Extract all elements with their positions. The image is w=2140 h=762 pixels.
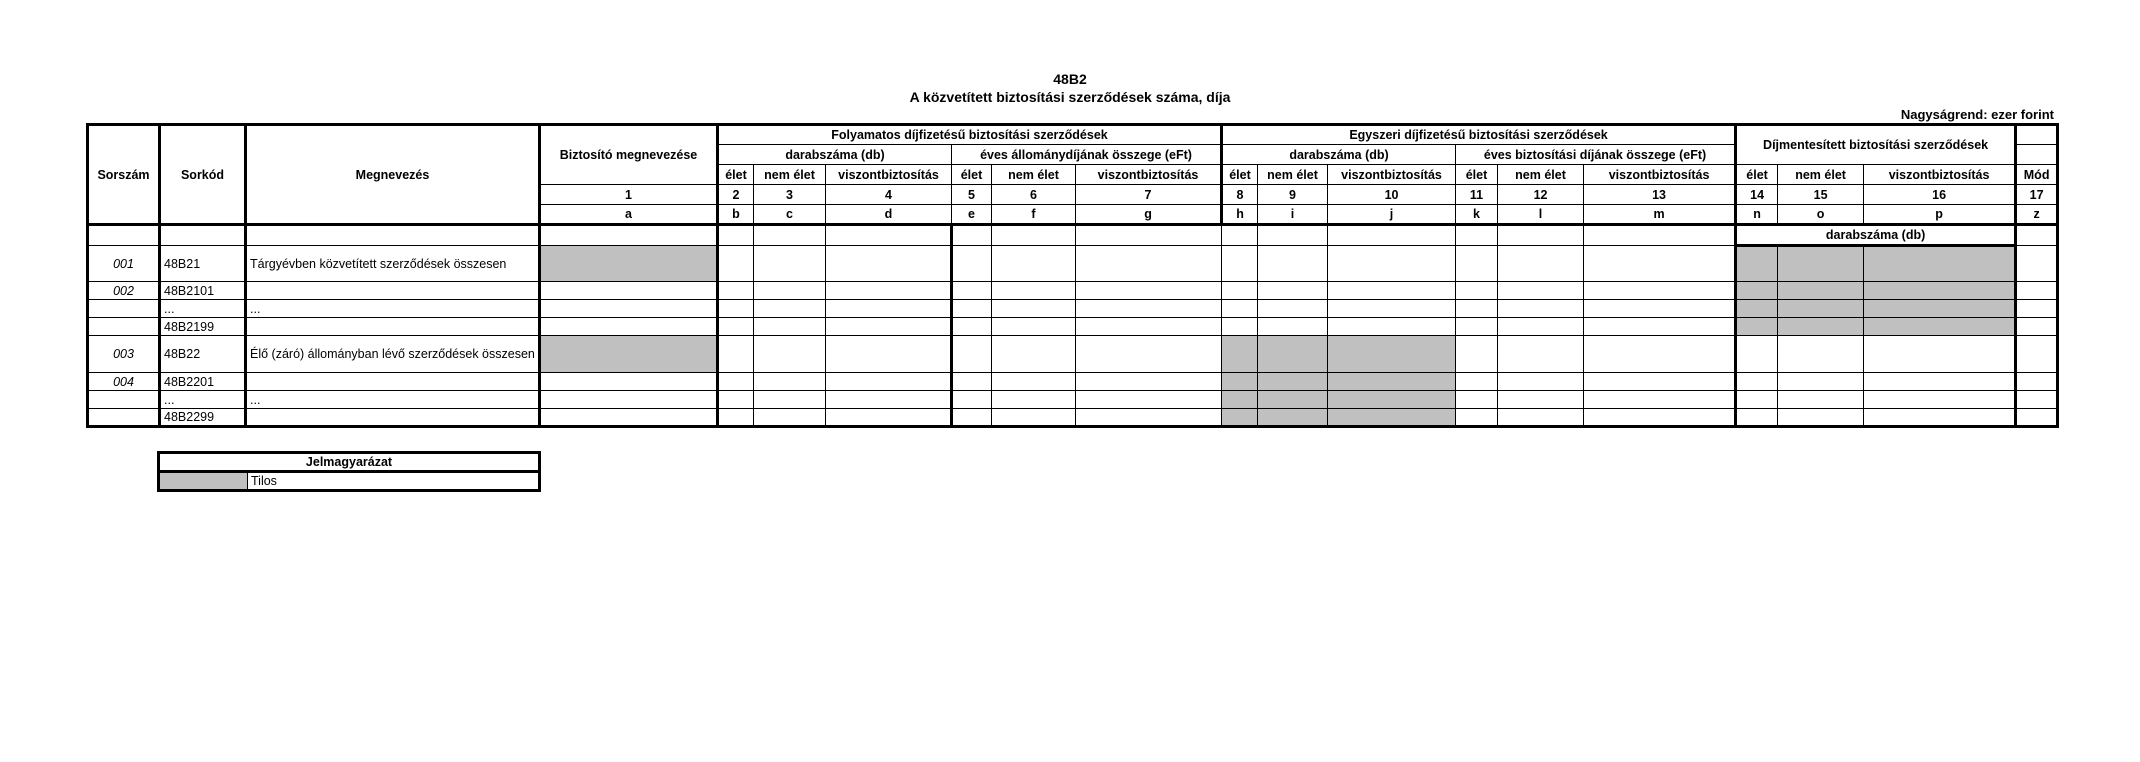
- data-cell: [992, 336, 1076, 373]
- forbidden-cell: [540, 246, 718, 282]
- data-cell: [1456, 318, 1498, 336]
- forbidden-cell: [1222, 373, 1258, 391]
- data-cell: [952, 300, 992, 318]
- row-sorszam: [88, 318, 160, 336]
- legend-title: Jelmagyarázat: [159, 453, 540, 472]
- data-cell: [1778, 409, 1864, 427]
- column-number: 4: [826, 185, 952, 205]
- data-cell: [1456, 336, 1498, 373]
- header-nem-elet: nem élet: [1498, 165, 1584, 185]
- data-cell: [1584, 391, 1736, 409]
- data-cell: [1736, 336, 1778, 373]
- column-number: 15: [1778, 185, 1864, 205]
- legend-item: Tilos: [248, 472, 540, 491]
- cell: [1498, 225, 1584, 246]
- forbidden-cell: [1222, 409, 1258, 427]
- forbidden-cell: [1222, 336, 1258, 373]
- column-number: 8: [1222, 185, 1258, 205]
- header-nem-elet: nem élet: [992, 165, 1076, 185]
- forbidden-cell: [1778, 300, 1864, 318]
- data-cell: [1584, 318, 1736, 336]
- row-sorkod: 48B2299: [160, 409, 246, 427]
- forbidden-cell: [1778, 246, 1864, 282]
- column-letter: p: [1864, 205, 2016, 225]
- data-cell: [2016, 318, 2058, 336]
- data-cell: [1222, 300, 1258, 318]
- data-cell: [1864, 373, 2016, 391]
- data-cell: [1456, 300, 1498, 318]
- data-cell: [718, 282, 754, 300]
- data-cell: [540, 373, 718, 391]
- column-letter: k: [1456, 205, 1498, 225]
- data-cell: [718, 336, 754, 373]
- data-cell: [1456, 373, 1498, 391]
- column-letter: n: [1736, 205, 1778, 225]
- data-cell: [2016, 391, 2058, 409]
- row-sorszam: 003: [88, 336, 160, 373]
- forbidden-cell: [1864, 282, 2016, 300]
- column-letter: h: [1222, 205, 1258, 225]
- header-mod-blank: [2016, 125, 2058, 145]
- header-elet: élet: [1736, 165, 1778, 185]
- data-cell: [2016, 373, 2058, 391]
- data-cell: [1456, 282, 1498, 300]
- data-cell: [826, 409, 952, 427]
- row-megnevezes: [246, 318, 540, 336]
- header-viszont: viszontbiztosítás: [1864, 165, 2016, 185]
- cell: [1328, 225, 1456, 246]
- header-viszont: viszontbiztosítás: [1584, 165, 1736, 185]
- data-cell: [826, 318, 952, 336]
- data-cell: [1864, 336, 2016, 373]
- header-mod: Mód: [2016, 165, 2058, 185]
- data-cell: [992, 282, 1076, 300]
- data-cell: [754, 391, 826, 409]
- column-number: 3: [754, 185, 826, 205]
- data-cell: [754, 282, 826, 300]
- row-megnevezes: [246, 373, 540, 391]
- forbidden-cell: [1222, 391, 1258, 409]
- data-cell: [718, 318, 754, 336]
- data-cell: [992, 300, 1076, 318]
- data-cell: [1498, 409, 1584, 427]
- row-sorszam: [88, 391, 160, 409]
- data-cell: [718, 409, 754, 427]
- cell: [754, 225, 826, 246]
- forbidden-cell: [1328, 409, 1456, 427]
- forbidden-cell: [540, 336, 718, 373]
- data-cell: [952, 373, 992, 391]
- cell: [1584, 225, 1736, 246]
- data-cell: [754, 409, 826, 427]
- row-sorkod: 48B2199: [160, 318, 246, 336]
- header-folyamatos-darab: darabszáma (db): [718, 145, 952, 165]
- row-sorszam: 004: [88, 373, 160, 391]
- data-cell: [1076, 318, 1222, 336]
- data-cell: [1258, 318, 1328, 336]
- row-megnevezes: Tárgyévben közvetített szerződések összesen: [246, 246, 540, 282]
- data-cell: [1456, 246, 1498, 282]
- legend-table: [157, 451, 541, 492]
- header-nem-elet: nem élet: [754, 165, 826, 185]
- data-cell: [1864, 409, 2016, 427]
- data-cell: [1498, 300, 1584, 318]
- data-cell: [754, 246, 826, 282]
- data-cell: [826, 373, 952, 391]
- column-number: 1: [540, 185, 718, 205]
- column-letter: e: [952, 205, 992, 225]
- forbidden-cell: [1864, 246, 2016, 282]
- main-table: [86, 123, 2059, 428]
- row-sorkod: 48B2201: [160, 373, 246, 391]
- data-cell: [1076, 336, 1222, 373]
- data-cell: [1584, 300, 1736, 318]
- row-sorkod: ...: [160, 300, 246, 318]
- form-code: 48B2: [1053, 71, 1087, 87]
- data-cell: [1328, 246, 1456, 282]
- data-cell: [1222, 282, 1258, 300]
- column-letter: b: [718, 205, 754, 225]
- data-cell: [1498, 282, 1584, 300]
- data-cell: [1328, 300, 1456, 318]
- data-cell: [1584, 246, 1736, 282]
- column-number: 17: [2016, 185, 2058, 205]
- header-sorkod: Sorkód: [160, 125, 246, 225]
- cell: [718, 225, 754, 246]
- row-sorkod: 48B21: [160, 246, 246, 282]
- data-cell: [1778, 336, 1864, 373]
- column-number: 14: [1736, 185, 1778, 205]
- column-number: 5: [952, 185, 992, 205]
- header-elet: élet: [952, 165, 992, 185]
- data-cell: [826, 336, 952, 373]
- data-cell: [1328, 318, 1456, 336]
- data-cell: [1736, 373, 1778, 391]
- forbidden-cell: [1258, 336, 1328, 373]
- forbidden-cell: [1258, 373, 1328, 391]
- cell: [160, 225, 246, 246]
- data-cell: [540, 300, 718, 318]
- header-viszont: viszontbiztosítás: [1076, 165, 1222, 185]
- data-cell: [718, 373, 754, 391]
- data-cell: [754, 336, 826, 373]
- header-elet: élet: [1222, 165, 1258, 185]
- data-cell: [718, 246, 754, 282]
- data-cell: [1076, 409, 1222, 427]
- row-sorszam: [88, 409, 160, 427]
- cell: [88, 225, 160, 246]
- column-letter: z: [2016, 205, 2058, 225]
- column-number: 16: [1864, 185, 2016, 205]
- form-title: A közvetített biztosítási szerződések száma, díja: [909, 89, 1231, 105]
- data-cell: [1584, 373, 1736, 391]
- data-cell: [540, 409, 718, 427]
- unit-label: Nagyságrend: ezer forint: [1900, 107, 2054, 122]
- row-sorszam: 001: [88, 246, 160, 282]
- data-cell: [2016, 246, 2058, 282]
- data-cell: [540, 282, 718, 300]
- data-cell: [1456, 391, 1498, 409]
- data-cell: [1498, 336, 1584, 373]
- column-number: 13: [1584, 185, 1736, 205]
- data-cell: [1584, 282, 1736, 300]
- cell: [2016, 225, 2058, 246]
- data-cell: [992, 373, 1076, 391]
- data-cell: [1736, 409, 1778, 427]
- data-cell: [826, 282, 952, 300]
- data-cell: [2016, 336, 2058, 373]
- forbidden-cell: [1736, 282, 1778, 300]
- data-cell: [1076, 391, 1222, 409]
- forbidden-cell: [1864, 318, 2016, 336]
- row-megnevezes: ...: [246, 391, 540, 409]
- data-cell: [992, 246, 1076, 282]
- header-elet: élet: [718, 165, 754, 185]
- data-cell: [952, 246, 992, 282]
- data-cell: [2016, 409, 2058, 427]
- forbidden-cell: [1778, 282, 1864, 300]
- header-dijmentesitett: Díjmentesített biztosítási szerződések: [1736, 125, 2016, 165]
- column-number: 2: [718, 185, 754, 205]
- header-nem-elet: nem élet: [1778, 165, 1864, 185]
- data-cell: [1584, 336, 1736, 373]
- row-megnevezes: Élő (záró) állományban lévő szerződések összesen: [246, 336, 540, 373]
- cell: [1076, 225, 1222, 246]
- data-cell: [1778, 391, 1864, 409]
- data-cell: [1498, 391, 1584, 409]
- header-egyszeri-eves: éves biztosítási díjának összege (eFt): [1456, 145, 1736, 165]
- data-cell: [992, 318, 1076, 336]
- forbidden-cell: [1736, 300, 1778, 318]
- cell: [1258, 225, 1328, 246]
- column-letter: a: [540, 205, 718, 225]
- forbidden-cell: [1258, 391, 1328, 409]
- data-cell: [1222, 246, 1258, 282]
- data-cell: [2016, 282, 2058, 300]
- data-cell: [1076, 282, 1222, 300]
- header-nem-elet: nem élet: [1258, 165, 1328, 185]
- row-sorkod: ...: [160, 391, 246, 409]
- data-cell: [1328, 282, 1456, 300]
- row-megnevezes: [246, 409, 540, 427]
- legend-swatch: [159, 472, 248, 491]
- data-cell: [1584, 409, 1736, 427]
- forbidden-cell: [1778, 318, 1864, 336]
- header-megnevezes: Megnevezés: [246, 125, 540, 225]
- header-folyamatos: Folyamatos díjfizetésű biztosítási szerződések: [718, 125, 1222, 145]
- column-number: 9: [1258, 185, 1328, 205]
- data-cell: [2016, 300, 2058, 318]
- data-cell: [1736, 391, 1778, 409]
- forbidden-cell: [1258, 409, 1328, 427]
- forbidden-cell: [1328, 373, 1456, 391]
- header-folyamatos-eves: éves állománydíjának összege (eFt): [952, 145, 1222, 165]
- header-mod-blank2: [2016, 145, 2058, 165]
- column-letter: d: [826, 205, 952, 225]
- forbidden-cell: [1328, 336, 1456, 373]
- data-cell: [1498, 373, 1584, 391]
- data-cell: [1498, 318, 1584, 336]
- forbidden-cell: [1736, 246, 1778, 282]
- column-letter: c: [754, 205, 826, 225]
- data-cell: [1864, 391, 2016, 409]
- column-number: 6: [992, 185, 1076, 205]
- data-cell: [826, 391, 952, 409]
- row-megnevezes: ...: [246, 300, 540, 318]
- row-sorszam: 002: [88, 282, 160, 300]
- data-cell: [1258, 300, 1328, 318]
- data-cell: [826, 246, 952, 282]
- header-biztosito: Biztosító megnevezése: [540, 125, 718, 185]
- row-sorkod: 48B2101: [160, 282, 246, 300]
- data-cell: [952, 318, 992, 336]
- data-cell: [952, 336, 992, 373]
- cell: [992, 225, 1076, 246]
- column-letter: g: [1076, 205, 1222, 225]
- column-letter: l: [1498, 205, 1584, 225]
- column-letter: j: [1328, 205, 1456, 225]
- column-letter: o: [1778, 205, 1864, 225]
- data-cell: [992, 409, 1076, 427]
- data-cell: [952, 282, 992, 300]
- data-cell: [952, 409, 992, 427]
- cell: [1456, 225, 1498, 246]
- data-cell: [1076, 300, 1222, 318]
- data-cell: [1456, 409, 1498, 427]
- data-cell: [952, 391, 992, 409]
- column-number: 11: [1456, 185, 1498, 205]
- row-megnevezes: [246, 282, 540, 300]
- data-cell: [1258, 282, 1328, 300]
- header-egyszeri: Egyszeri díjfizetésű biztosítási szerződések: [1222, 125, 1736, 145]
- data-cell: [1498, 246, 1584, 282]
- data-cell: [754, 373, 826, 391]
- data-cell: [754, 318, 826, 336]
- row-sorkod: 48B22: [160, 336, 246, 373]
- forbidden-cell: [1328, 391, 1456, 409]
- data-cell: [992, 391, 1076, 409]
- cell: [826, 225, 952, 246]
- data-cell: [1778, 373, 1864, 391]
- data-cell: [1076, 373, 1222, 391]
- header-viszont: viszontbiztosítás: [826, 165, 952, 185]
- column-letter: i: [1258, 205, 1328, 225]
- forbidden-cell: [1736, 318, 1778, 336]
- data-cell: [1076, 246, 1222, 282]
- row-sorszam: [88, 300, 160, 318]
- column-letter: m: [1584, 205, 1736, 225]
- cell: [952, 225, 992, 246]
- header-elet: élet: [1456, 165, 1498, 185]
- data-cell: [718, 391, 754, 409]
- cell: [540, 225, 718, 246]
- header-sorszam: Sorszám: [88, 125, 160, 225]
- data-cell: [540, 391, 718, 409]
- cell: [1222, 225, 1258, 246]
- data-cell: [754, 300, 826, 318]
- data-cell: [718, 300, 754, 318]
- cell: [246, 225, 540, 246]
- dijmentesitett-darab-label: darabszáma (db): [1736, 225, 2016, 246]
- forbidden-cell: [1864, 300, 2016, 318]
- header-egyszeri-darab: darabszáma (db): [1222, 145, 1456, 165]
- header-viszont: viszontbiztosítás: [1328, 165, 1456, 185]
- column-number: 7: [1076, 185, 1222, 205]
- column-number: 12: [1498, 185, 1584, 205]
- column-letter: f: [992, 205, 1076, 225]
- data-cell: [540, 318, 718, 336]
- data-cell: [826, 300, 952, 318]
- data-cell: [1222, 318, 1258, 336]
- column-number: 10: [1328, 185, 1456, 205]
- data-cell: [1258, 246, 1328, 282]
